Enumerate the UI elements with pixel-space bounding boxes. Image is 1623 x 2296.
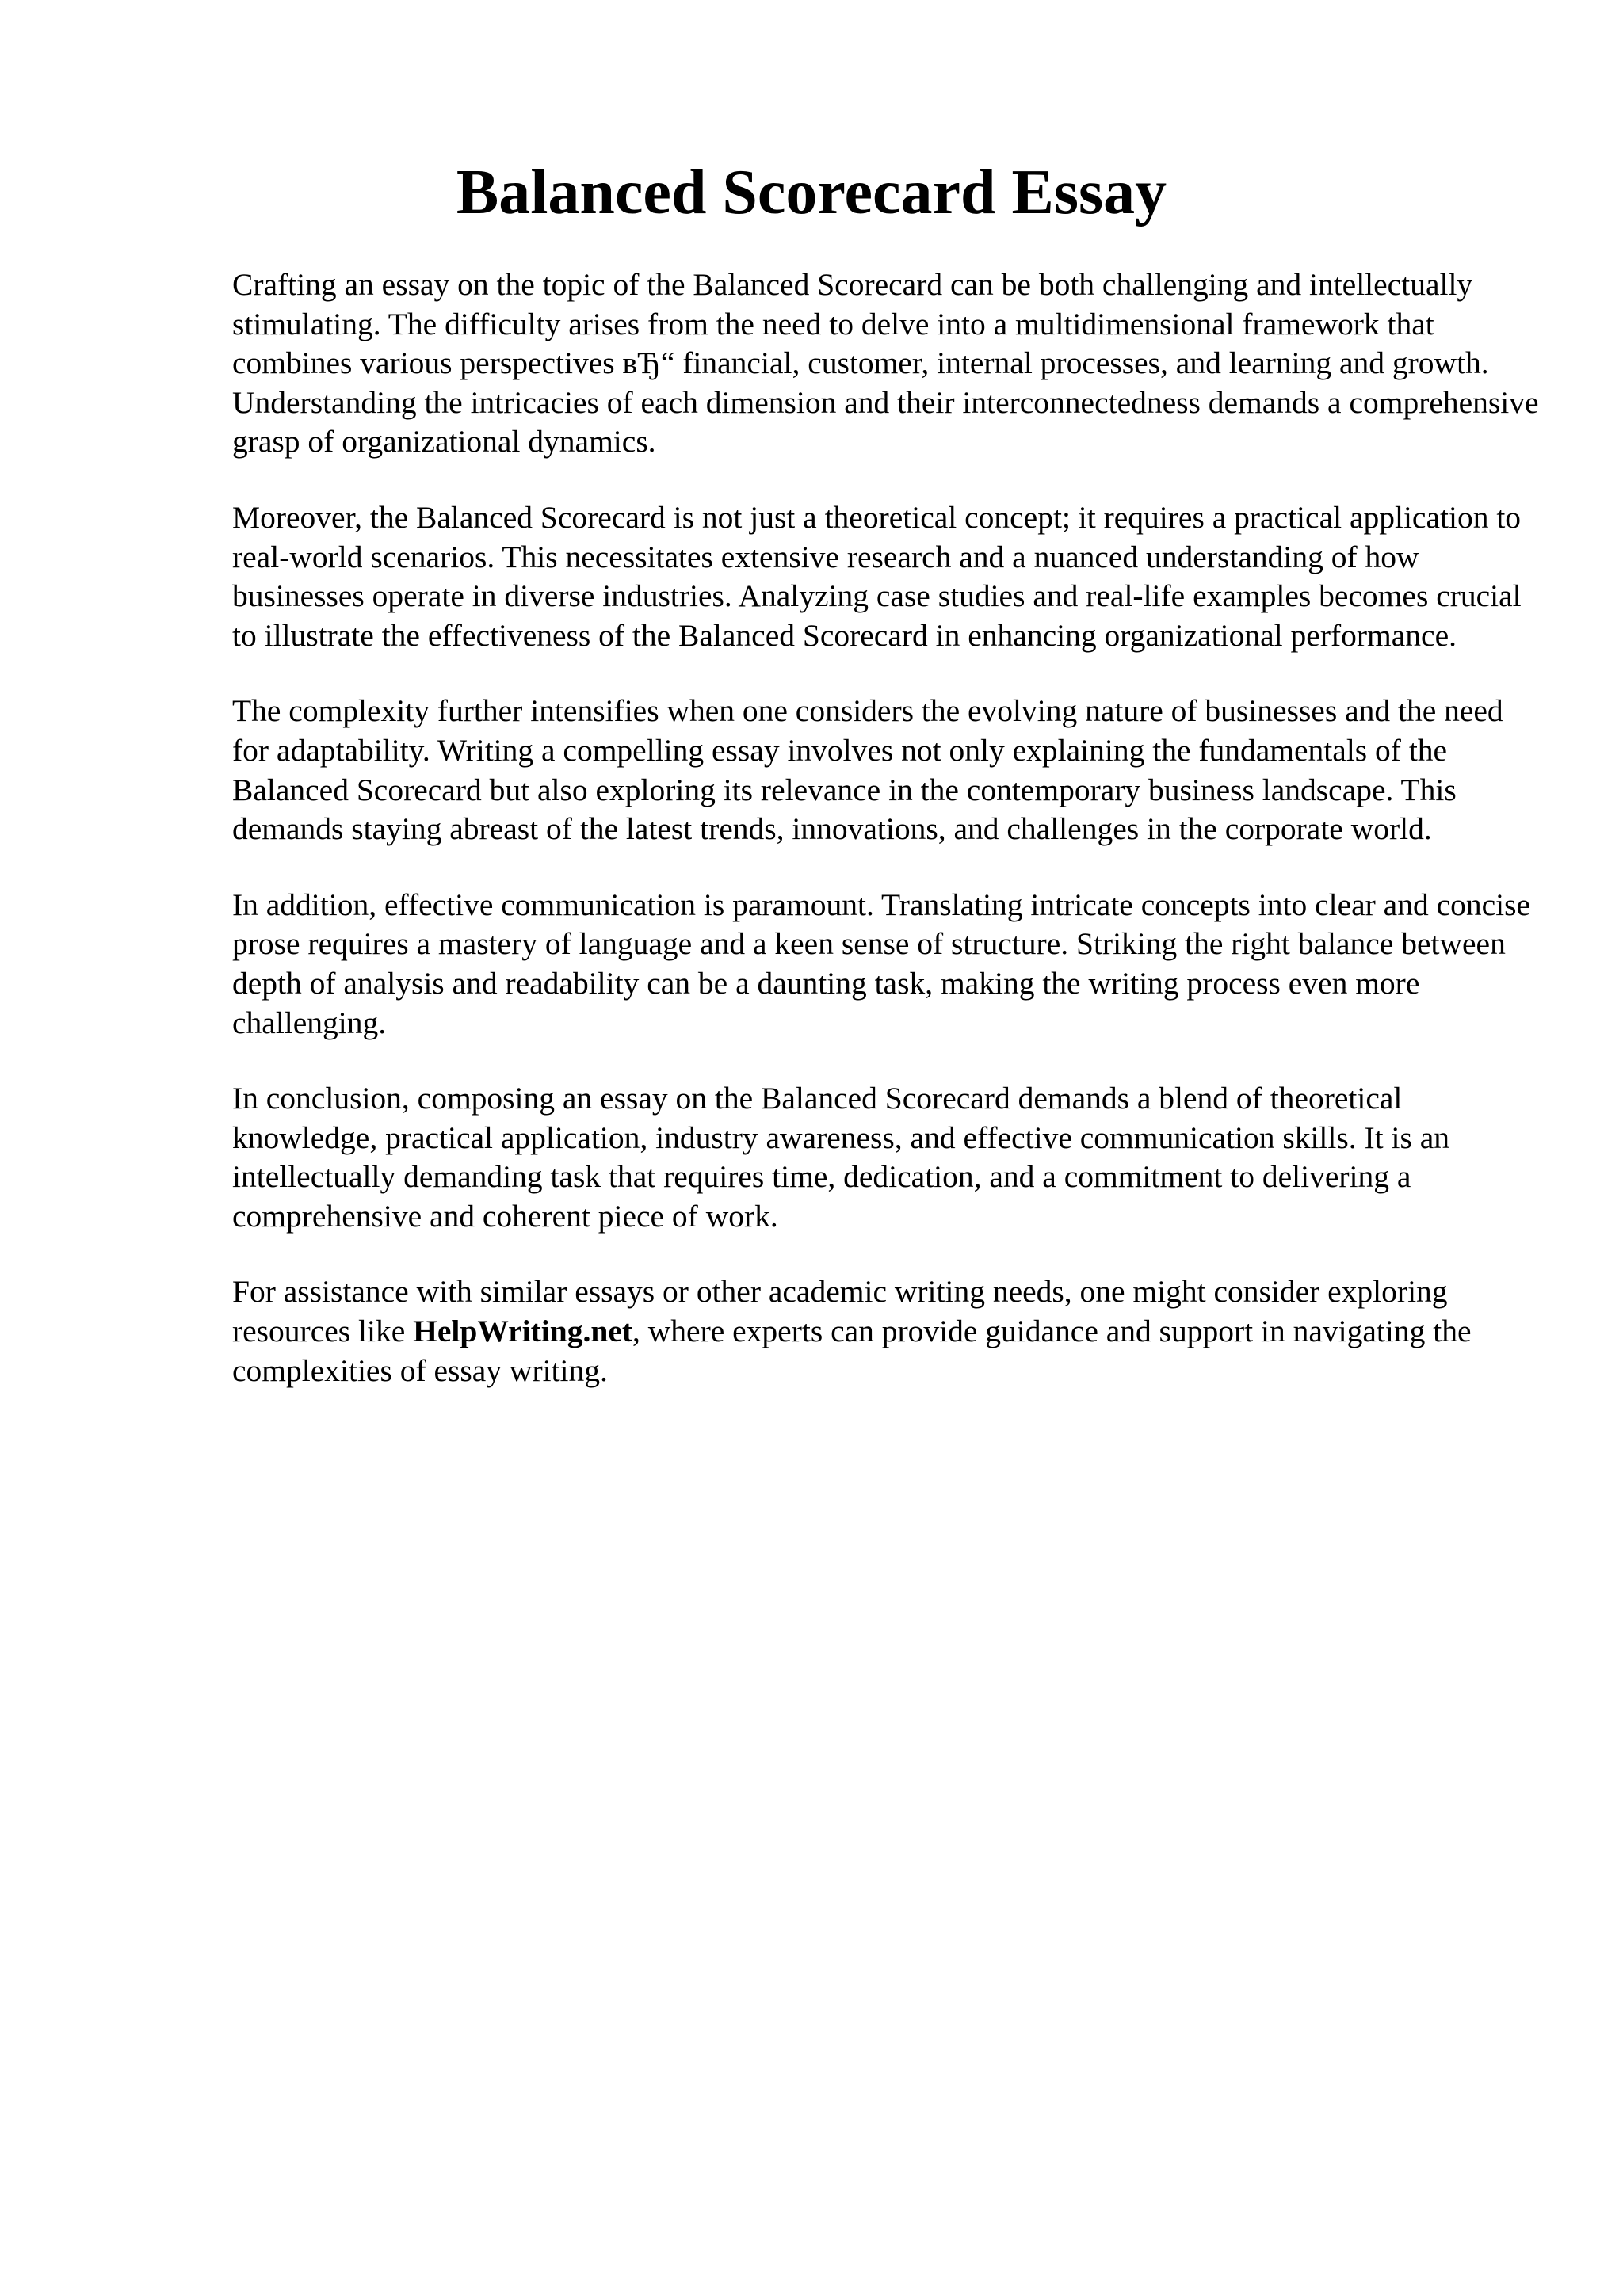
paragraph-3: The complexity further intensifies when one considers the evolving nature of businesses and the need for adaptability. Writing a compelling essay involves not only explaining the fundamentals of the Balanced Scorecard but also exploring its relevance in the contemporary business landscape. This demands staying abreast of the latest trends, innovations, and challenges in the corporate world. bbox=[232, 693, 1503, 847]
paragraph-5: In conclusion, composing an essay on the Balanced Scorecard demands a blend of theoretical knowledge, practical application, industry awareness, and effective communication skills. It is an intellectually demanding task that requires time, dedication, and a commitment to delivering a comprehensive and coherent piece of work. bbox=[232, 1081, 1450, 1234]
document-body bbox=[232, 265, 1541, 1427]
closing-paragraph bbox=[232, 1272, 1541, 1390]
closing-text-after-link: , where experts can provide guidance and support in navigating the complexities of essay writing. bbox=[232, 1314, 1472, 1388]
paragraph-2: Moreover, the Balanced Scorecard is not just a theoretical concept; it requires a practical application to real-world scenarios. This necessitates extensive research and a nuanced understanding of how businesses operate in diverse industries. Analyzing case studies and real-life examples becomes crucial to illustrate the effectiveness of the Balanced Scorecard in enhancing organizational performance. bbox=[232, 499, 1522, 653]
paragraph-4: In addition, effective communication is paramount. Translating intricate concepts into clear and concise prose requires a mastery of language and a keen sense of structure. Striking the right balance between depth of analysis and readability can be a daunting task, making the writing process even more challenging. bbox=[232, 887, 1531, 1040]
paragraph-1: Crafting an essay on the topic of the Balanced Scorecard can be both challenging and intellectually stimulating. The difficulty arises from the need to delve into a multidimensional framework that combines various perspectives вЂ“ financial, customer, internal processes, and learning and growth. Understanding the intricacies of each dimension and their interconnectedness demands a comprehensive grasp of organizational dynamics. bbox=[232, 267, 1539, 460]
closing-text-before-link: For assistance with similar essays or other academic writing needs, one might consider exploring resources like bbox=[232, 1274, 1448, 1349]
helpwriting-link[interactable]: HelpWriting.net bbox=[413, 1314, 633, 1349]
document-title: Balanced Scorecard Essay bbox=[456, 158, 1167, 227]
